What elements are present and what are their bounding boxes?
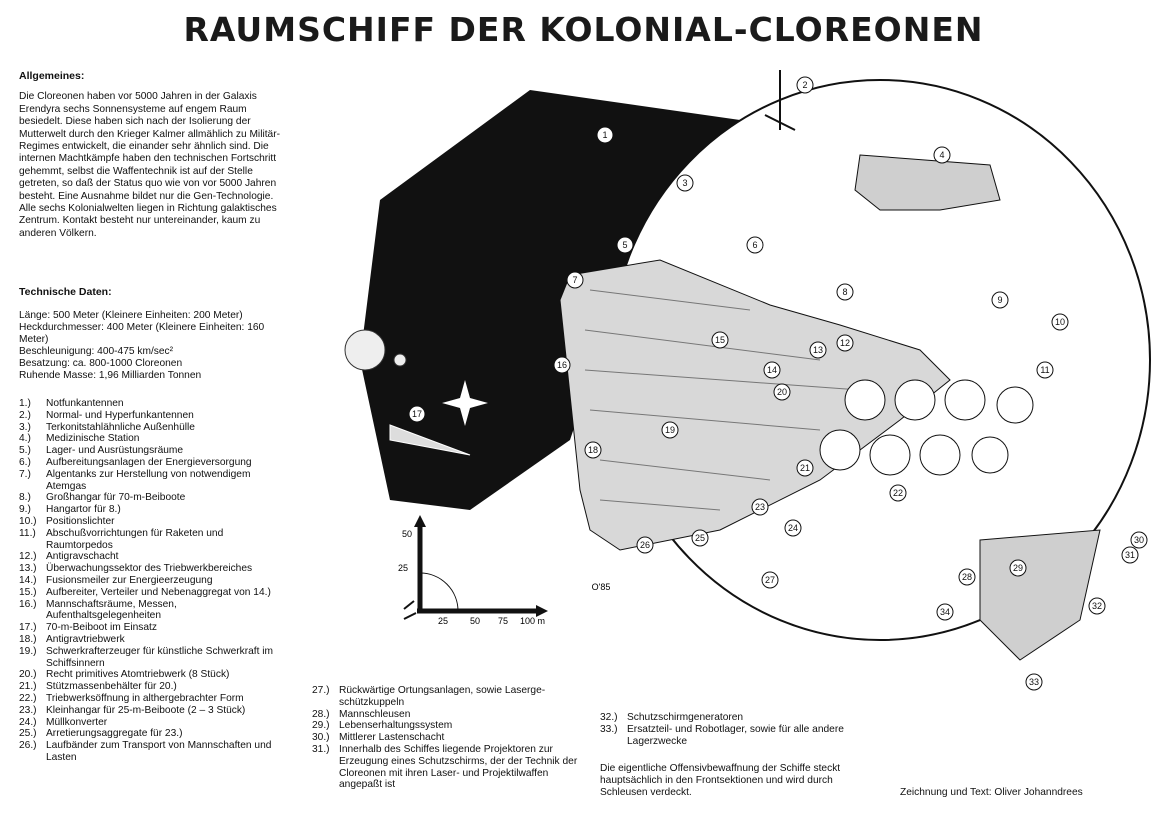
legend-number: 22.) [19,692,37,704]
svg-text:24: 24 [787,523,799,533]
svg-text:25: 25 [694,533,706,543]
tech-line: Besatzung: ca. 800-1000 Cloreonen [19,358,183,369]
engine-nozzle-icon [997,387,1033,423]
callout-13 [810,342,826,358]
legend-list-1 [19,398,284,764]
legend-number: 19.) [19,645,37,657]
callout-22 [890,485,906,501]
legend-text: Müllkonverter [46,716,108,728]
svg-text:9: 9 [997,295,1003,305]
callout-14 [764,362,780,378]
legend-text: Mittlerer Lastenschacht [339,732,445,744]
legend-text: Hangartor für 8.) [46,504,121,516]
legend-item [19,433,284,445]
legend-number: 14.) [19,574,37,586]
svg-text:31: 31 [1124,550,1136,560]
legend-number: 9.) [19,504,31,516]
legend-text: Kleinhangar für 25-m-Beiboote (2 – 3 Stück) [46,704,246,716]
credit-line: Zeichnung und Text: Oliver Johanndrees [900,787,1083,798]
tech-line: Heckdurchmesser: 400 Meter (Kleinere Einheiten: 160 Meter) [19,322,265,345]
legend-item [19,563,284,575]
legend-item [19,717,284,729]
legend-item [19,551,284,563]
legend-text: Stützmassenbehälter für 20.) [46,681,177,693]
legend-text: Ersatzteil- und Robotlager, sowie für alle andere Lagerzwecke [627,723,844,747]
legend-text: Aufbereiter, Verteiler und Nebenaggregat von 14.) [46,586,271,598]
legend-item [312,732,582,744]
legend-text: Mannschaftsräume, Messen, Aufenthaltsgelegenheiten [46,598,177,622]
legend-text: Medizinische Station [46,433,140,445]
svg-text:7: 7 [572,275,578,285]
engine-nozzle-icon [845,380,885,420]
callout-16 [554,357,570,373]
legend-text: Abschußvorrichtungen für Raketen und Raumtorpedos [46,527,224,551]
legend-text: Fusionsmeiler zur Energieerzeugung [46,574,213,586]
svg-text:32: 32 [1091,601,1103,611]
callout-9 [992,292,1008,308]
legend-number: 33.) [600,723,618,735]
callout-28 [959,569,975,585]
legend-number: 6.) [19,456,31,468]
tech-section [19,286,281,382]
callout-24 [785,520,801,536]
callout-10 [1052,314,1068,330]
legend-text: Antigravtriebwerk [46,633,125,645]
svg-text:11: 11 [1040,365,1050,375]
planet-icon [345,330,385,370]
legend-item [19,528,284,552]
general-heading: Allgemeines: [19,70,85,82]
legend-item [19,740,284,764]
legend-number: 5.) [19,445,31,457]
legend-number: 20.) [19,669,37,681]
scale-label-50: 50 [470,616,481,626]
legend-number: 11.) [19,527,36,539]
legend-text: Aufbereitungsanlagen der Energieversorgung [46,456,252,468]
legend-text: Schwerkrafterzeuger für künstliche Schwerkraft im Schiffsinnern [46,645,274,669]
arrow-diagonal-icon [404,601,416,619]
scale-label-25-vertical: 25 [398,563,409,573]
legend-text: Lager- und Ausrüstungsräume [46,445,184,457]
legend-item [19,705,284,717]
svg-text:14: 14 [766,365,778,375]
scale-label-50-vertical: 50 [402,529,413,539]
callout-15 [712,332,728,348]
legend-item [19,398,284,410]
svg-text:33: 33 [1028,677,1040,687]
svg-text:20: 20 [776,387,788,397]
legend-item [19,587,284,599]
tech-heading: Technische Daten: [19,286,112,298]
legend-number: 27.) [312,685,330,696]
legend-item [312,744,582,791]
legend-number: 10.) [19,515,37,527]
callout-19 [662,422,678,438]
callout-8 [837,284,853,300]
callout-33 [1026,674,1042,690]
svg-text:4: 4 [939,150,945,160]
legend-number: 31.) [312,743,330,755]
legend-item [19,445,284,457]
svg-text:1: 1 [602,130,608,140]
legend-item [19,681,284,693]
svg-text:22: 22 [892,488,904,498]
legend-item [19,599,284,623]
callout-34 [937,604,953,620]
legend-list-3 [600,712,870,747]
callout-18 [585,442,601,458]
legend-number: 3.) [19,421,31,433]
callout-20 [774,384,790,400]
legend-item [19,516,284,528]
engine-nozzle-icon [820,430,860,470]
legend-text: Laufbänder zum Transport von Mannschaften und Lasten [46,740,272,763]
legend-number: 2.) [19,409,31,421]
legend-text: Positionslichter [46,515,115,527]
legend-text: Schutzschirmgeneratoren [627,712,744,723]
legend-text: Großhangar für 70-m-Beiboote [46,492,186,504]
legend-number: 30.) [312,732,330,744]
legend-number: 13.) [19,563,37,575]
svg-text:3: 3 [682,178,688,188]
callout-7 [567,272,583,288]
svg-text:30: 30 [1133,535,1145,545]
callout-4 [934,147,950,163]
svg-text:21: 21 [799,463,811,473]
svg-text:29: 29 [1012,563,1024,573]
legend-text: Antigravschacht [46,551,119,563]
callout-31 [1122,547,1138,563]
page-title: RAUMSCHIFF DER KOLONIAL-CLOREONEN [183,10,984,49]
svg-text:5: 5 [622,240,628,250]
svg-text:28: 28 [961,572,973,582]
svg-text:2: 2 [802,80,808,90]
callout-12 [837,335,853,351]
svg-text:8: 8 [842,287,848,297]
legend-number: 7.) [19,468,31,480]
callout-21 [797,460,813,476]
scale-label-25: 25 [438,616,449,626]
tech-line: Beschleunigung: 400-475 km/sec² [19,346,174,357]
callout-25 [692,530,708,546]
legend-text: Triebwerksöffnung in althergebrachter Form [46,692,244,704]
legend-text: Überwachungssektor des Triebwerkbereiches [46,563,253,575]
armament-note: Die eigentliche Offensivbewaffnung der Schiffe steckt hauptsächlich in den Frontsektionen und wird durch Schleusen verdeckt. [600,763,841,798]
general-text: Die Cloreonen haben vor 5000 Jahren in der Galaxis Erendyra sechs Sonnensysteme auf engem Raum besiedelt. Diese haben sich nach der Isolierung der Mutterwelt durch den Krieger Kalmer allmählich zu Militär-Regimes entwickelt, die einander sehr ähnlich sind. Die internen Machtkämpfe haben den technischen Fortschritt gehemmt, selbst die Waffentechnik ist auf der Stelle getreten, so daß der Status quo wie von vor 5000 Jahren besteht. Eine Ausnahme bildet nur die Gen-Technologie. Alle sechs Kolonialwelten liegen in Richtung galaktisches Zentrum. Kontakt besteht nur untereinander, kaum zu anderen Völkern. [19,91,281,239]
legend-number: 15.) [19,586,37,598]
tech-line: Ruhende Masse: 1,96 Milliarden Tonnen [19,370,202,381]
engine-nozzle-icon [972,437,1008,473]
legend-text: Recht primitives Atomtriebwerk (8 Stück) [46,669,230,681]
legend-item [19,469,284,493]
callout-26 [637,537,653,553]
legend-item [312,720,582,732]
callout-5 [617,237,633,253]
legend-number: 29.) [312,720,330,732]
legend-item [19,693,284,705]
legend-text: Innerhalb des Schiffes liegende Projektoren zur Erzeugung eines Schutzschirms, der der Technik der Cloreonen mit ihren Laser- und Projektilwaffen angepaßt ist [339,743,578,791]
svg-text:17: 17 [411,409,423,419]
callout-2 [797,77,813,93]
arrow-up-icon [414,515,426,527]
callout-30 [1131,532,1147,548]
artist-signature: O'85 [591,582,611,592]
legend-text: Notfunkantennen [46,398,124,409]
callout-27 [762,572,778,588]
callout-1 [597,127,613,143]
general-section [19,70,281,240]
scale-label-75: 75 [498,616,509,626]
legend-number: 32.) [600,712,618,723]
scale-diagram [390,513,550,628]
callout-23 [752,499,768,515]
callout-29 [1010,560,1026,576]
legend-number: 1.) [19,398,31,409]
legend-item [312,709,582,721]
svg-text:13: 13 [812,345,824,355]
legend-number: 25.) [19,728,37,740]
storage-block [980,530,1103,660]
svg-text:27: 27 [764,575,776,585]
legend-text: Terkonitstahlähnliche Außenhülle [46,421,195,433]
legend-number: 18.) [19,633,37,645]
callout-32 [1089,598,1105,614]
scale-label-100: 100 m [520,616,546,626]
svg-text:23: 23 [754,502,766,512]
legend-number: 8.) [19,492,31,504]
engine-nozzle-icon [870,435,910,475]
legend-item [19,492,284,504]
svg-text:18: 18 [587,445,599,455]
svg-text:6: 6 [752,240,758,250]
legend-number: 24.) [19,716,37,728]
legend-number: 17.) [19,622,37,634]
svg-text:15: 15 [714,335,726,345]
engine-nozzle-icon [920,435,960,475]
legend-item [19,634,284,646]
callout-6 [747,237,763,253]
svg-text:12: 12 [839,338,851,348]
engine-nozzle-icon [945,380,985,420]
legend-number: 12.) [19,551,37,563]
legend-number: 23.) [19,704,37,716]
legend-item [19,669,284,681]
legend-item [19,422,284,434]
legend-text: 70-m-Beiboot im Einsatz [46,622,157,634]
legend-number: 21.) [19,681,37,693]
legend-item [19,622,284,634]
svg-text:16: 16 [556,360,568,370]
legend-text: Mannschleusen [339,708,411,720]
legend-text: Algentanks zur Herstellung von notwendigem Atemgas [46,468,251,492]
legend-item [19,410,284,422]
callout-17 [409,406,425,422]
legend-text: Normal- und Hyperfunkantennen [46,409,194,421]
callout-3 [677,175,693,191]
svg-text:10: 10 [1054,317,1066,327]
legend-item [600,724,870,748]
legend-number: 4.) [19,433,31,445]
legend-item [19,575,284,587]
tech-line: Länge: 500 Meter (Kleinere Einheiten: 200 Meter) [19,310,243,321]
callout-11 [1037,362,1053,378]
legend-item [19,646,284,670]
legend-number: 26.) [19,740,37,752]
svg-text:26: 26 [639,540,651,550]
scale-arc [420,573,458,611]
legend-item [19,728,284,740]
moon-icon [394,354,406,366]
legend-text: Rückwärtige Ortungsanlagen, sowie Lasergeschützkuppeln [339,685,546,708]
legend-item [600,712,870,724]
legend-item [19,457,284,469]
engine-nozzle-icon [895,380,935,420]
legend-text: Arretierungsaggregate für 23.) [46,728,183,740]
legend-number: 28.) [312,708,330,720]
legend-text: Lebenserhaltungssystem [339,720,453,732]
legend-number: 16.) [19,598,37,610]
legend-item [19,504,284,516]
svg-text:34: 34 [939,607,951,617]
svg-text:19: 19 [664,425,676,435]
